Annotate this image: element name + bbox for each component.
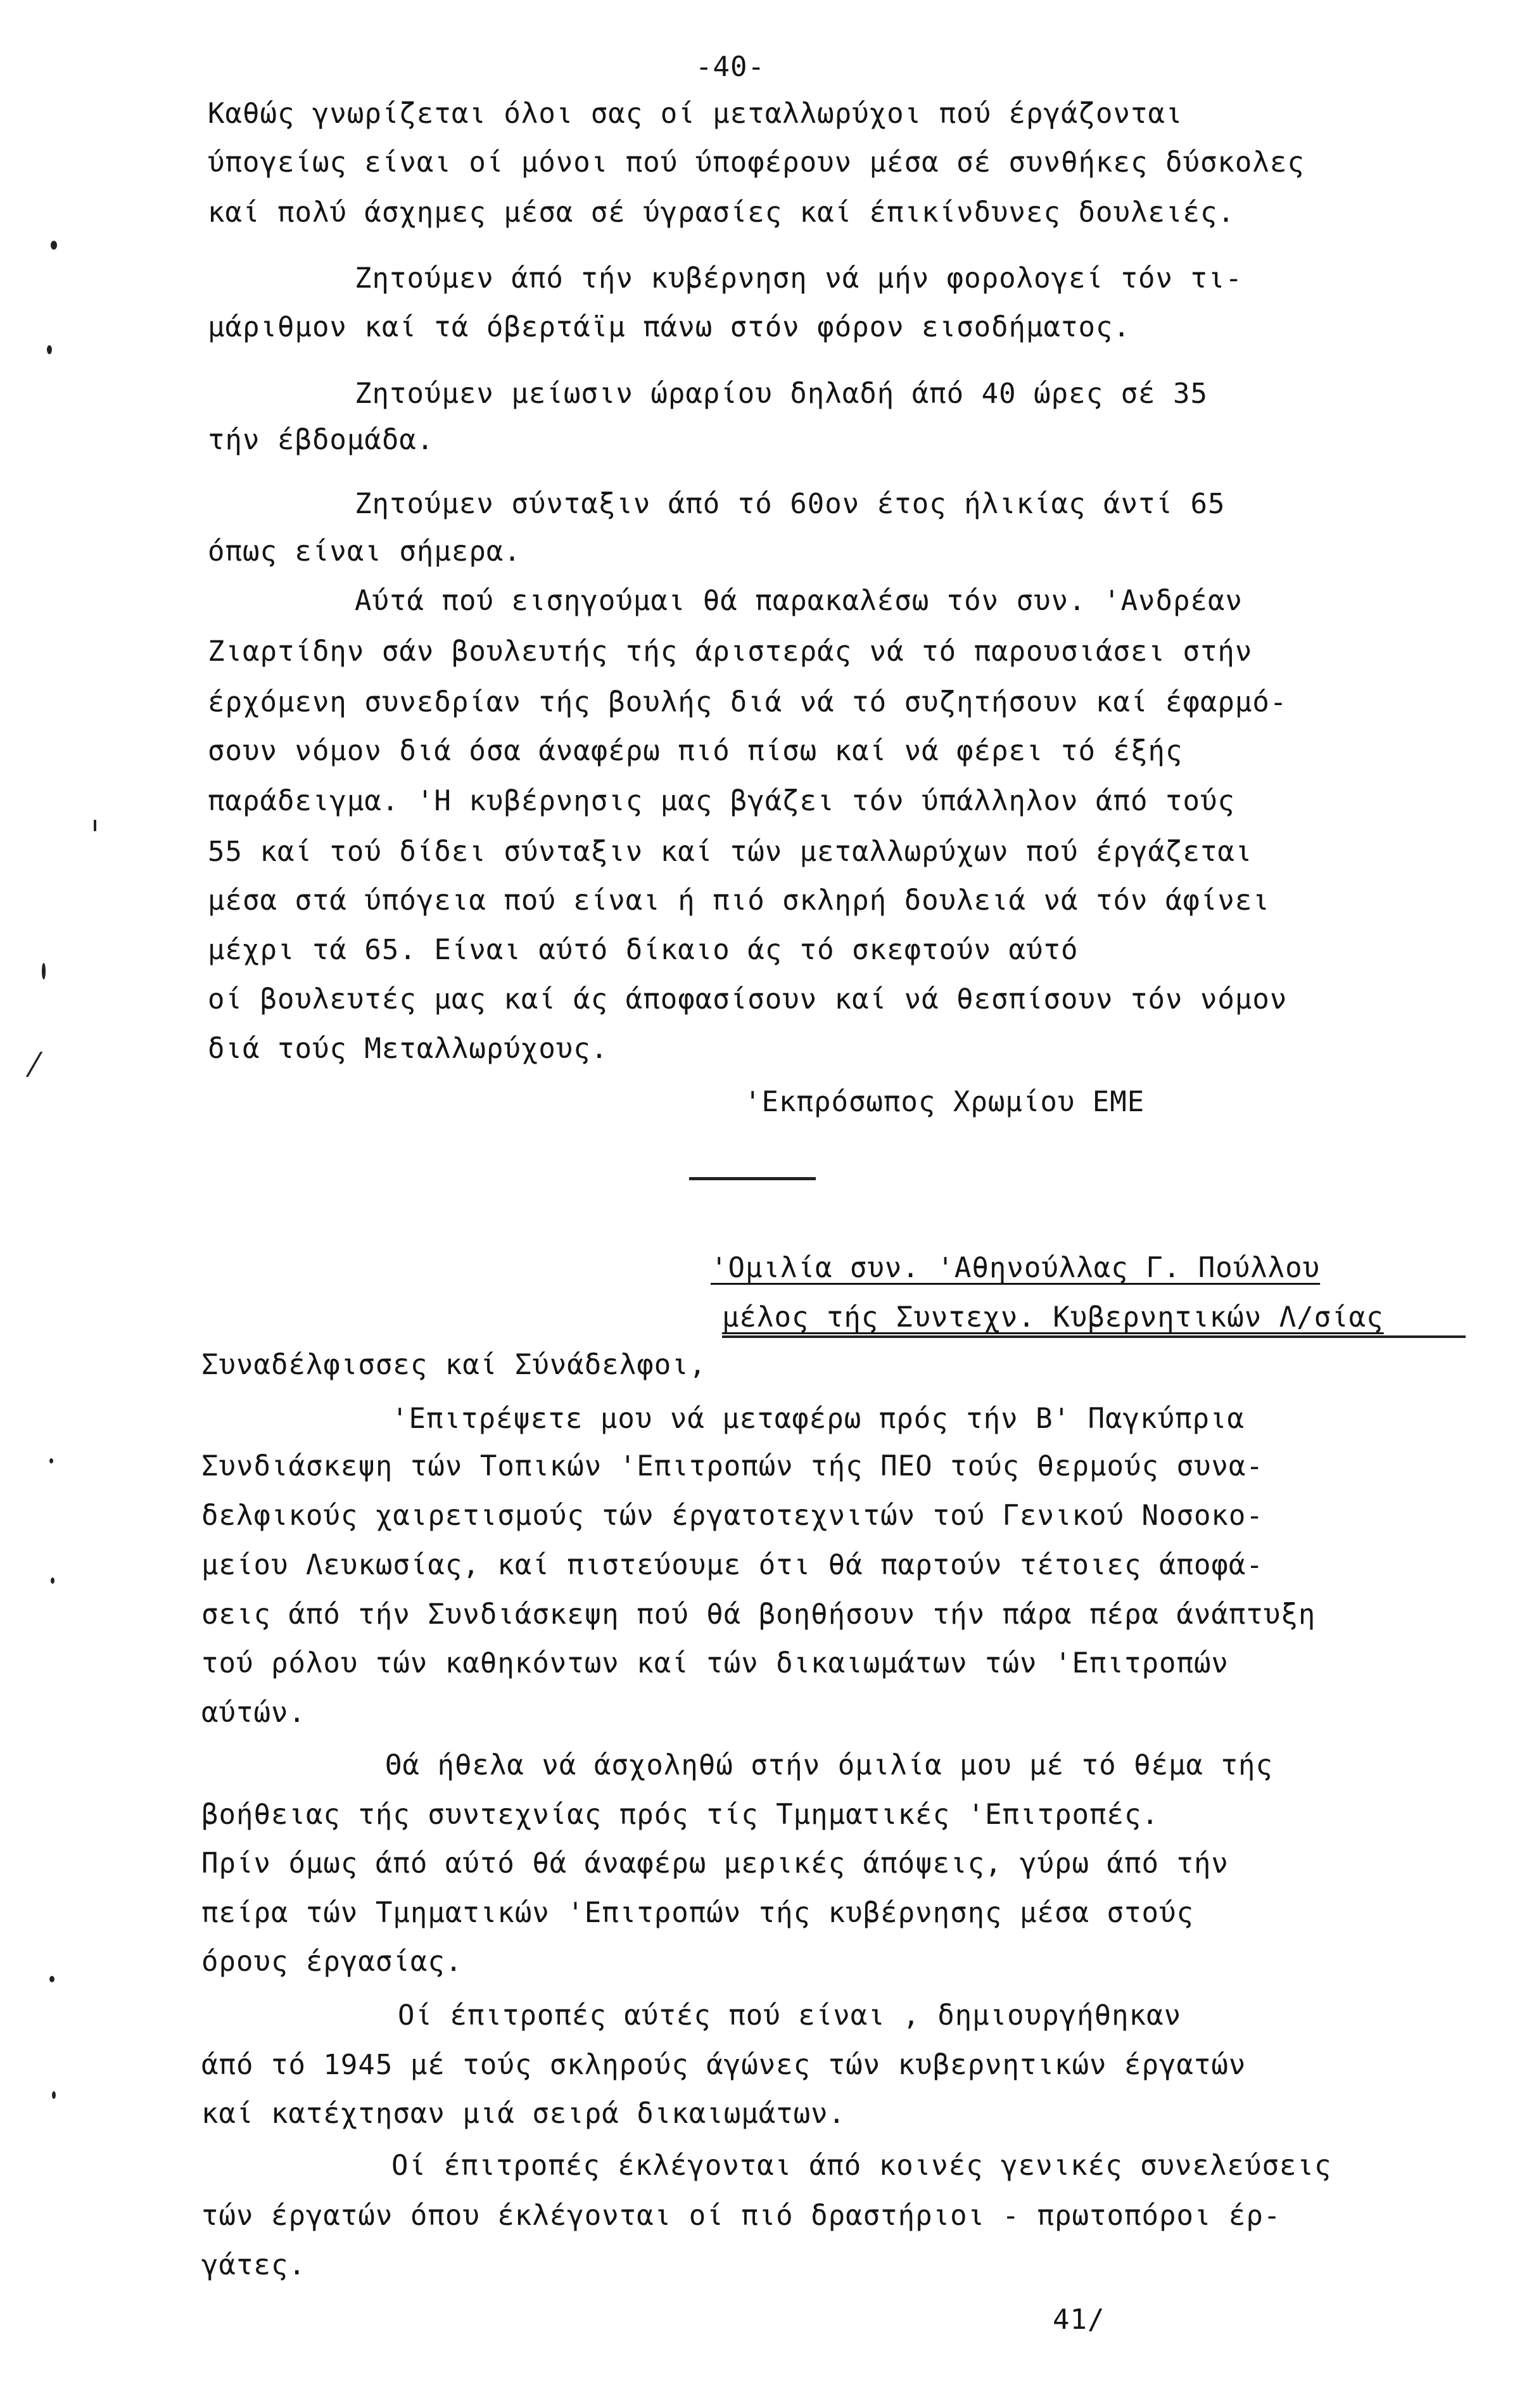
- text-line: Θά ήθελα νά άσχοληθώ στήν όμιλία μου μέ τό θέμα τής: [385, 1749, 1274, 1781]
- scan-speck: [42, 963, 46, 979]
- scan-speck: [49, 1458, 53, 1463]
- section-divider: [689, 1177, 816, 1180]
- text-line: Ζιαρτίδην σάν βουλευτής τής άριστεράς νά τό παρουσιάσει στήν: [208, 635, 1253, 668]
- text-line: διά τούς Μεταλλωρύχους.: [208, 1033, 609, 1065]
- text-line: μείου Λευκωσίας, καί πιστεύουμε ότι θά παρτούν τέτοιες άποφά-: [201, 1549, 1264, 1581]
- text-line: όρους έργασίας.: [201, 1946, 463, 1978]
- text-line: Αύτά πού εισηγούμαι θά παρακαλέσω τόν συν. 'Ανδρέαν: [355, 585, 1243, 617]
- scan-speck: [51, 1577, 54, 1584]
- text-line: Καθώς γνωρίζεται όλοι σας οί μεταλλωρύχοι πού έργάζονται: [208, 98, 1183, 130]
- text-line: Οί έπιτροπές έκλέγονται άπό κοινές γενικές συνελεύσεις: [391, 2150, 1332, 2182]
- salutation: Συναδέλφισσες καί Σύνάδελφοι,: [201, 1349, 707, 1381]
- speech-subtitle: μέλος τής Συντεχν. Κυβερνητικών Λ/σίας: [722, 1301, 1384, 1334]
- text-line: δελφικούς χαιρετισμούς τών έργατοτεχνιτών τού Γενικού Νοσοκο-: [201, 1500, 1264, 1532]
- scan-speck: [49, 1976, 54, 1982]
- text-line: πείρα τών Τμηματικών 'Επιτροπών τής κυβέρνησης μέσα στούς: [201, 1897, 1194, 1929]
- next-page-marker: 41/: [1053, 2303, 1105, 2336]
- text-line: όπως είναι σήμερα.: [208, 535, 521, 568]
- text-line: ύπογείως είναι οί μόνοι πού ύποφέρουν μέσα σέ συνθήκες δύσκολες: [208, 146, 1305, 179]
- text-line: Οί έπιτροπές αύτές πού είναι , δημιουργήθηκαν: [398, 1999, 1182, 2032]
- text-line: αύτών.: [201, 1697, 306, 1729]
- text-line: καί πολύ άσχημες μέσα σέ ύγρασίες καί έπικίνδυνες δουλειές.: [208, 196, 1235, 229]
- text-line: τήν έβδομάδα.: [208, 424, 434, 456]
- text-line: 'Επιτρέψετε μου νά μεταφέρω πρός τήν Β' Παγκύπρια: [391, 1403, 1245, 1435]
- text-line: 55 καί τού δίδει σύνταξιν καί τών μεταλλωρύχων πού έργάζεται: [208, 836, 1253, 868]
- text-line: Ζητούμεν άπό τήν κυβέρνηση νά μήν φορολογεί τόν τι-: [355, 262, 1243, 295]
- text-line: καί κατέχτησαν μιά σειρά δικαιωμάτων.: [201, 2098, 846, 2130]
- heading-rule: [722, 1335, 1466, 1338]
- text-line: μάριθμον καί τά όβερτάϊμ πάνω στόν φόρον εισοδήματος.: [208, 311, 1131, 343]
- text-line: παράδειγμα. 'Η κυβέρνησις μας βγάζει τόν ύπάλληλον άπό τούς: [208, 785, 1235, 817]
- text-line: άπό τό 1945 μέ τούς σκληρούς άγώνες τών κυβερνητικών έργατών: [201, 2049, 1246, 2081]
- text-line: οί βουλευτές μας καί άς άποφασίσουν καί νά θεσπίσουν τόν νόμον: [208, 983, 1288, 1016]
- scan-speck: [52, 2091, 56, 2099]
- signature: 'Εκπρόσωπος Χρωμίου ΕΜΕ: [744, 1086, 1145, 1118]
- text-line: έρχόμενη συνεδρίαν τής βουλής διά νά τό συζητήσουν καί έφαρμό-: [208, 686, 1288, 718]
- scan-speck: [47, 345, 52, 354]
- text-line: μέχρι τά 65. Είναι αύτό δίκαιο άς τό σκεφτούν αύτό: [208, 934, 1079, 966]
- text-line: σεις άπό τήν Συνδιάσκεψη πού θά βοηθήσουν τήν πάρα πέρα άνάπτυξη: [201, 1598, 1316, 1631]
- text-line: γάτες.: [201, 2249, 306, 2281]
- text-line: Ζητούμεν μείωσιν ώραρίου δηλαδή άπό 40 ώρες σέ 35: [355, 378, 1208, 410]
- text-line: Συνδιάσκεψη τών Τοπικών 'Επιτροπών τής ΠΕΟ τούς θερμούς συνα-: [201, 1450, 1264, 1482]
- scan-speck: [25, 1052, 58, 1077]
- scan-speck: [51, 241, 57, 250]
- speech-title: 'Ομιλία συν. 'Αθηνούλλας Γ. Πούλλου: [711, 1252, 1321, 1284]
- text-line: σουν νόμον διά όσα άναφέρω πιό πίσω καί νά φέρει τό έξής: [208, 735, 1183, 767]
- text-line: Ζητούμεν σύνταξιν άπό τό 60ον έτος ήλικίας άντί 65: [355, 488, 1226, 520]
- text-line: Πρίν όμως άπό αύτό θά άναφέρω μερικές άπόψεις, γύρω άπό τήν: [201, 1847, 1229, 1880]
- text-line: τού ρόλου τών καθηκόντων καί τών δικαιωμάτων τών 'Επιτροπών: [201, 1647, 1229, 1679]
- scan-speck: [94, 820, 96, 831]
- page-number: -40-: [695, 51, 765, 83]
- text-line: βοήθειας τής συντεχνίας πρός τίς Τμηματικές 'Επιτροπές.: [201, 1799, 1159, 1831]
- text-line: μέσα στά ύπόγεια πού είναι ή πιό σκληρή δουλειά νά τόν άφίνει: [208, 884, 1270, 917]
- text-line: τών έργατών όπου έκλέγονται οί πιό δραστήριοι - πρωτοπόροι έρ-: [201, 2200, 1281, 2232]
